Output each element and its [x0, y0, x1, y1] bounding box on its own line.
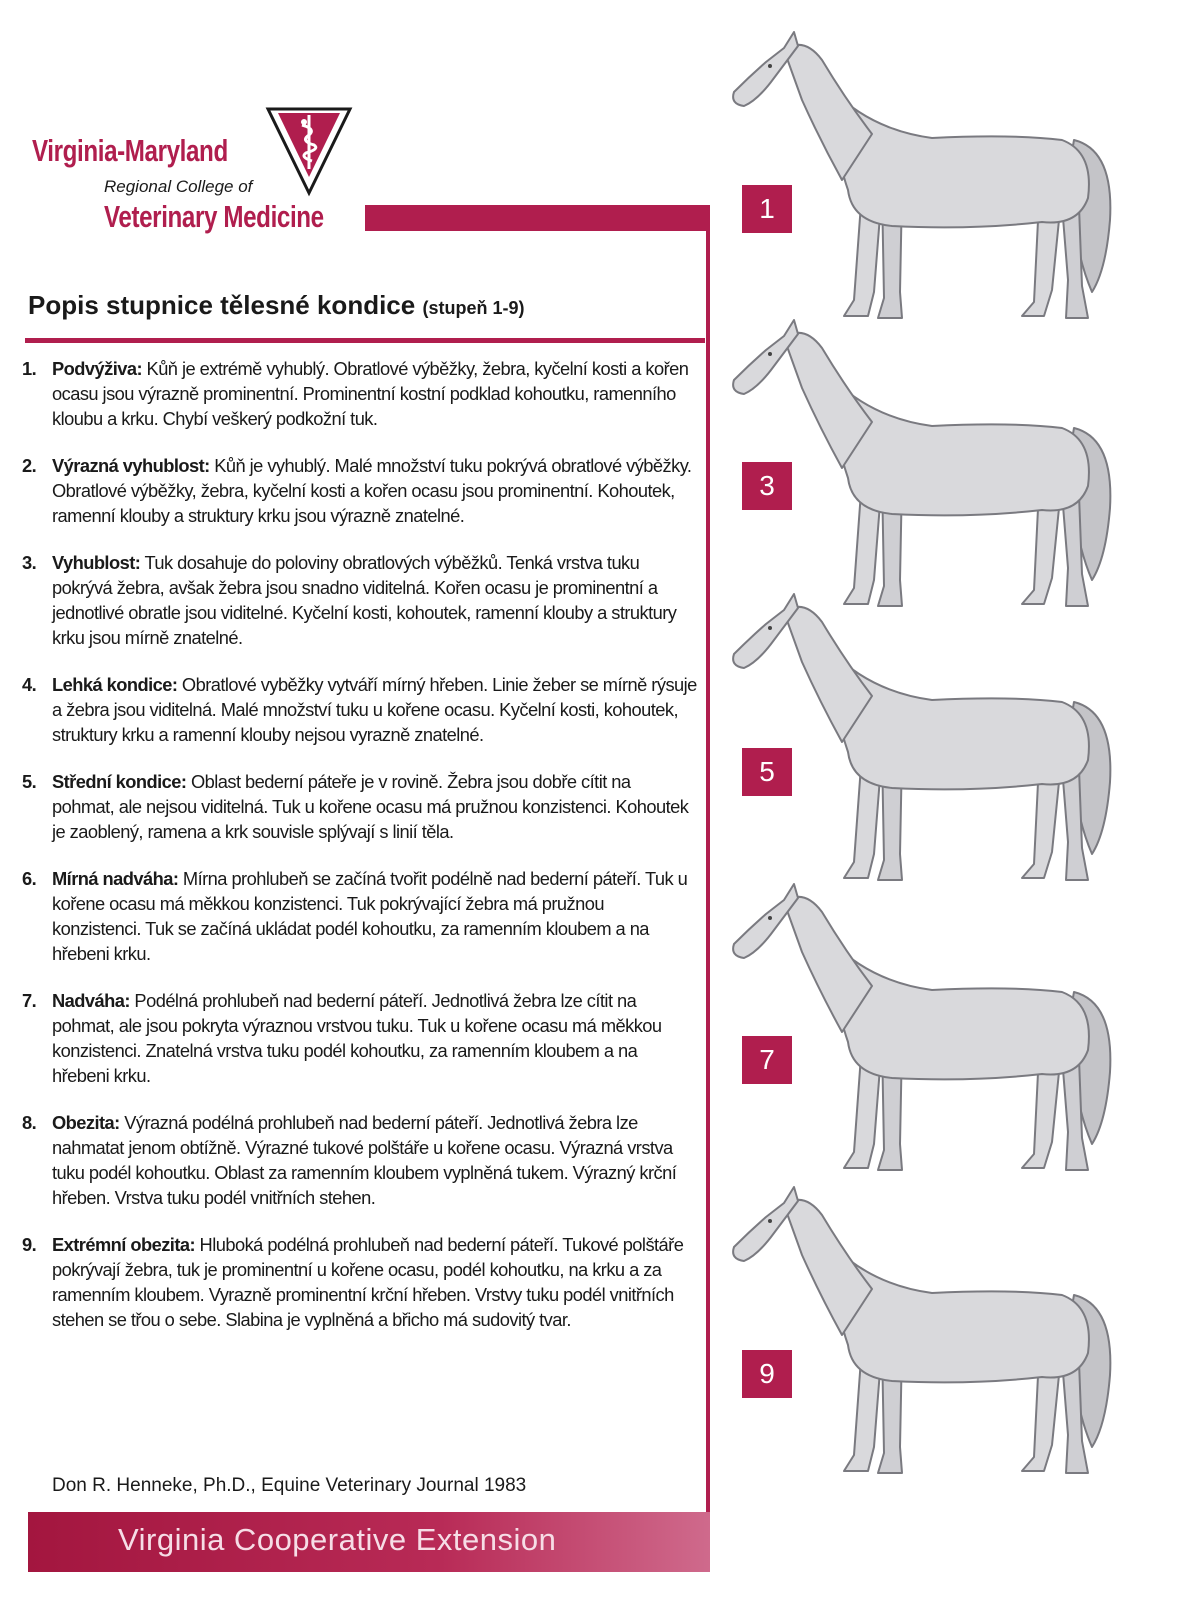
score-description: Tuk dosahuje do poloviny obratlových výběžků. Tenká vrstva tuku pokrývá žebra, avšak žebra jsou snadno viditelná. Kořen ocasu je prominentní a jednotlivé obratle jsou viditelné. Kyčelní kosti, kohoutek, ramenní klouby a struktury krku jsou mírně znatelné. [52, 552, 677, 648]
college-name-line3: Veterinary Medicine [104, 199, 324, 234]
horse-illustration-score-9 [722, 1185, 1142, 1485]
score-heading: Mírná nadváha: [52, 868, 179, 889]
score-item-5 [22, 769, 697, 844]
score-item-1 [22, 356, 697, 431]
score-badge-5: 5 [742, 748, 792, 796]
score-description: Oblast bederní páteře je v rovině. Žebra jsou dobře cítit na pohmat, ale nejsou viditelná. Tuk u kořene ocasu má pružnou konzistenci. Kohoutek je zaoblený, ramena a krk souvisle splývají s linií těla. [52, 771, 689, 842]
horse-illustration-score-5 [722, 592, 1142, 892]
score-number: 7. [22, 990, 37, 1011]
college-name-line2: Regional College of [104, 177, 253, 196]
citation: Don R. Henneke, Ph.D., Equine Veterinary Journal 1983 [52, 1475, 527, 1496]
score-item-2 [22, 453, 697, 528]
score-description: Výrazná podélná prohlubeň nad bederní páteří. Jednotlivá žebra lze nahmatat jenom obtížně. Výrazné tukové polštáře u kořene ocasu. Výrazná vrstva tuku podél kohoutku. Oblast za ramenním kloubem vyplněná tukem. Výrazný krční hřeben. Vrstva tuku podél vnitřních stehen. [52, 1112, 677, 1208]
score-number: 3. [22, 552, 37, 573]
score-badge-7: 7 [742, 1036, 792, 1084]
score-description: Obratlové vyběžky vytváří mírný hřeben. Linie žeber se mírně rýsuje a žebra jsou viditelná. Malé množství tuku u kořene ocasu. Kyčelní kosti, kohoutek, struktury krku a ramenní klouby nejsou vyrazně znatelné. [52, 674, 697, 745]
score-description: Mírna prohlubeň se začíná tvořit podélně nad bederní páteří. Tuk u kořene ocasu má měkkou konzistenci. Tuk pokrývající žebra má pružnou konzistenci. Tuk se začíná ukládat podél kohoutku, za ramenním kloubem a na hřebeni krku. [52, 868, 688, 964]
college-logo [32, 105, 362, 240]
score-heading: Podvýživa: [52, 358, 143, 379]
score-number: 5. [22, 771, 37, 792]
score-item-4 [22, 672, 697, 747]
score-number: 2. [22, 455, 37, 476]
college-name-line1: Virginia-Maryland [32, 133, 228, 168]
score-item-7 [22, 988, 697, 1088]
score-heading: Lehká kondice: [52, 674, 178, 695]
score-number: 9. [22, 1234, 37, 1255]
score-badge-9: 9 [742, 1350, 792, 1398]
score-item-3 [22, 550, 697, 650]
header-accent-bar [365, 205, 710, 231]
score-badge-3: 3 [742, 462, 792, 510]
footer-text: Virginia Cooperative Extension [118, 1522, 557, 1557]
score-description: Kůň je vyhublý. Malé množství tuku pokrývá obratlové výběžky. Obratlové výběžky, žebra, kyčelní kosti a kořen ocasu jsou prominentní. Kohoutek, ramenní klouby a struktury krku jsou výrazně znatelné. [52, 455, 692, 526]
score-number: 4. [22, 674, 37, 695]
score-item-9 [22, 1232, 697, 1332]
score-heading: Nadváha: [52, 990, 130, 1011]
score-item-8 [22, 1110, 697, 1210]
title-divider [25, 338, 705, 343]
score-description: Hluboká podélná prohlubeň nad bederní páteří. Tukové polštáře pokrývají žebra, tuk je prominentní u kořene ocasu, podél kohoutku, na krku a za ramenním kloubem. Vyrazně prominentní krční hřeben. Vrstvy tuku podél vnitřních stehen se třou o sebe. Slabina je vyplněná a břicho má sudovitý tvar. [52, 1234, 684, 1330]
score-number: 8. [22, 1112, 37, 1133]
score-number: 6. [22, 868, 37, 889]
score-heading: Extrémní obezita: [52, 1234, 196, 1255]
horse-illustration-score-7 [722, 882, 1142, 1182]
condition-score-list [22, 356, 697, 1354]
score-description: Podélná prohlubeň nad bederní páteří. Jednotlivá žebra lze cítit na pohmat, ale jsou pokryta výraznou vrstvou tuku. Tuk u kořene ocasu má měkkou konzistenci. Znatelná vrstva tuku podél kohoutku, za ramenním kloubem a na hřebeni krku. [52, 990, 662, 1086]
page-title [28, 290, 524, 321]
caduceus-emblem-icon [264, 105, 354, 197]
score-number: 1. [22, 358, 37, 379]
score-badge-1: 1 [742, 185, 792, 233]
score-item-6 [22, 866, 697, 966]
page-title-scale: (stupeň 1-9) [422, 298, 525, 318]
frame-right-bar [706, 205, 710, 1570]
score-heading: Vyhublost: [52, 552, 141, 573]
score-description: Kůň je extrémě vyhublý. Obratlové výběžky, žebra, kyčelní kosti a kořen ocasu jsou výrazně prominentní. Prominentní kostní podklad kohoutku, ramenního kloubu a krku. Chybí veškerý podkožní tuk. [52, 358, 689, 429]
score-heading: Střední kondice: [52, 771, 187, 792]
page-title-main: Popis stupnice tělesné kondice [28, 290, 416, 320]
score-heading: Výrazná vyhublost: [52, 455, 210, 476]
horse-illustration-score-1 [722, 30, 1142, 330]
score-heading: Obezita: [52, 1112, 120, 1133]
footer-band [28, 1512, 710, 1572]
